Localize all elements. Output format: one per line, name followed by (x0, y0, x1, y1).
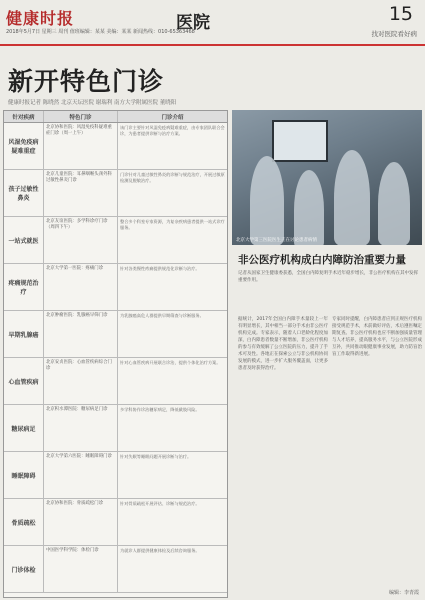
doctor-figure (334, 150, 370, 245)
monitor-shape (272, 120, 328, 162)
row-description: 针对骨质疏松开展评估、诊断与规范治疗。 (120, 501, 200, 506)
header-clinic: 特色门诊 (44, 111, 118, 122)
table-row (4, 452, 227, 499)
header-disease: 针对疾病 (4, 111, 44, 122)
row-category: 心血管疾病 (4, 358, 44, 404)
clinic-table (3, 110, 228, 598)
doctor-figure (294, 170, 324, 245)
table-row (4, 405, 227, 452)
row-description: 多学科协作诊治糖尿病足，降低截肢风险。 (120, 407, 200, 412)
issue-meta: 2018年5月7日 星期三 周刊 值班编辑：某某 美编：某某 新闻热线：010-65363468 (6, 29, 195, 35)
row-category: 糖尿病足 (4, 405, 44, 451)
newspaper-logo: 健康时报 (6, 9, 75, 28)
editor-credit: 编辑：李青霞 (388, 590, 419, 596)
row-category: 疼痛规范治疗 (4, 264, 44, 310)
side-headline: 非公医疗机构成白内障防治重要力量 (238, 254, 406, 266)
table-row (4, 499, 227, 546)
row-category: 风湿免疫病疑难重症 (4, 123, 44, 169)
row-description: 针对心血管疾病开展联合诊治，提供个体化治疗方案。 (120, 360, 221, 365)
side-column-b: 专家同时提醒，白内障患者应到正规医疗机构接受规范手术，术前做好评估，术后遵医嘱定期复查。非公医疗机构也应不断加强质量管理与人才培养，提高服务水平，与公立医院形成互补，共同推动眼健康事业发展，助力防盲治盲工作取得新进展。 (332, 317, 422, 357)
row-clinic: 北京友谊医院：多学科诊疗门诊（周四下午） (44, 217, 118, 263)
row-description: 该门诊主要针对风湿免疫病疑难重症，由专家团队联合会诊，为患者提供诊断与治疗方案。 (120, 125, 225, 136)
row-clinic: 北京儿童医院：耳鼻咽喉头颈外科过敏性鼻炎门诊 (44, 170, 118, 216)
table-row (4, 217, 227, 264)
doctor-figure (378, 162, 410, 245)
row-category: 孩子过敏性鼻炎 (4, 170, 44, 216)
masthead (0, 0, 425, 46)
row-clinic: 北京安贞医院：心血管疾病综合门诊 (44, 358, 118, 404)
row-description: 为乳腺癌高危人群提供早期筛查与诊断服务。 (120, 313, 204, 318)
row-clinic: 北京协和医院：骨质疏松门诊 (44, 499, 118, 545)
article-byline: 健康时报记者 陈晓然 北京天坛医院 谢瑞利 南方大学附属医院 董晓阳 (8, 100, 177, 106)
table-row (4, 170, 227, 217)
row-category: 骨质疏松 (4, 499, 44, 545)
table-row (4, 358, 227, 405)
table-row (4, 546, 227, 593)
table-row (4, 123, 227, 170)
row-clinic: 北京积水潭医院：糖尿病足门诊 (44, 405, 118, 451)
row-clinic: 北京协和医院：风湿免疫科疑难重症门诊（周一上午） (44, 123, 118, 169)
row-category: 早期乳腺癌 (4, 311, 44, 357)
row-category: 门诊体检 (4, 546, 44, 592)
row-clinic: 北京大学第六医院：睡眠障碍门诊 (44, 452, 118, 498)
article-headline: 新开特色门诊 (8, 67, 165, 96)
table-row (4, 264, 227, 311)
row-clinic: 北京大学第一医院：疼痛门诊 (44, 264, 118, 310)
row-description: 门诊针对儿童过敏性鼻炎的诊断与规范治疗，开展过敏原检测及脱敏治疗。 (120, 172, 225, 183)
section-title: 医院 (176, 13, 210, 33)
table-row (4, 311, 227, 358)
row-description: 为就诊人群提供健康体检及后续咨询服务。 (120, 548, 200, 553)
doctor-figure (250, 156, 284, 245)
side-column-a: 据统计，2017年全国白内障手术量较上一年有明显增长，其中相当一部分手术由非公医疗机构完成。专家表示，随着人口老龄化程度加深，白内障患者数量不断增加，非公医疗机构的参与有效缓解了公立医院的压力，提升了手术可及性。各地正在探索公立与非公机构协同发展的模式，进一步扩大服务覆盖面，让更多患者及时获得治疗。 (238, 317, 328, 371)
photo-caption: 北京大学第三医院医生正在讨论患者病情 (236, 238, 317, 243)
row-description: 针对失眠等睡眠问题开展诊断与治疗。 (120, 454, 192, 459)
row-category: 睡眠障碍 (4, 452, 44, 498)
header-intro: 门诊介绍 (161, 114, 184, 121)
side-intro: 记者从国家卫生健康委获悉，全国白内障复明手术近年稳步增长，非公医疗机构在其中发挥重要作用。 (238, 271, 418, 283)
row-category: 一站式就医 (4, 217, 44, 263)
row-clinic: 北京肿瘤医院：乳腺癌早筛门诊 (44, 311, 118, 357)
table-header (4, 111, 227, 123)
row-description: 针对各类慢性疼痛提供规范化诊断与治疗。 (120, 266, 200, 271)
page-number: 15 (388, 3, 413, 25)
row-description: 整合多个科室专家资源，为复杂疾病患者提供一站式诊疗服务。 (120, 219, 225, 230)
page-slogan: 找对医院看好病 (371, 30, 417, 38)
article-photo (232, 110, 422, 245)
row-clinic: 中国医学科学院：体检门诊 (44, 546, 118, 592)
